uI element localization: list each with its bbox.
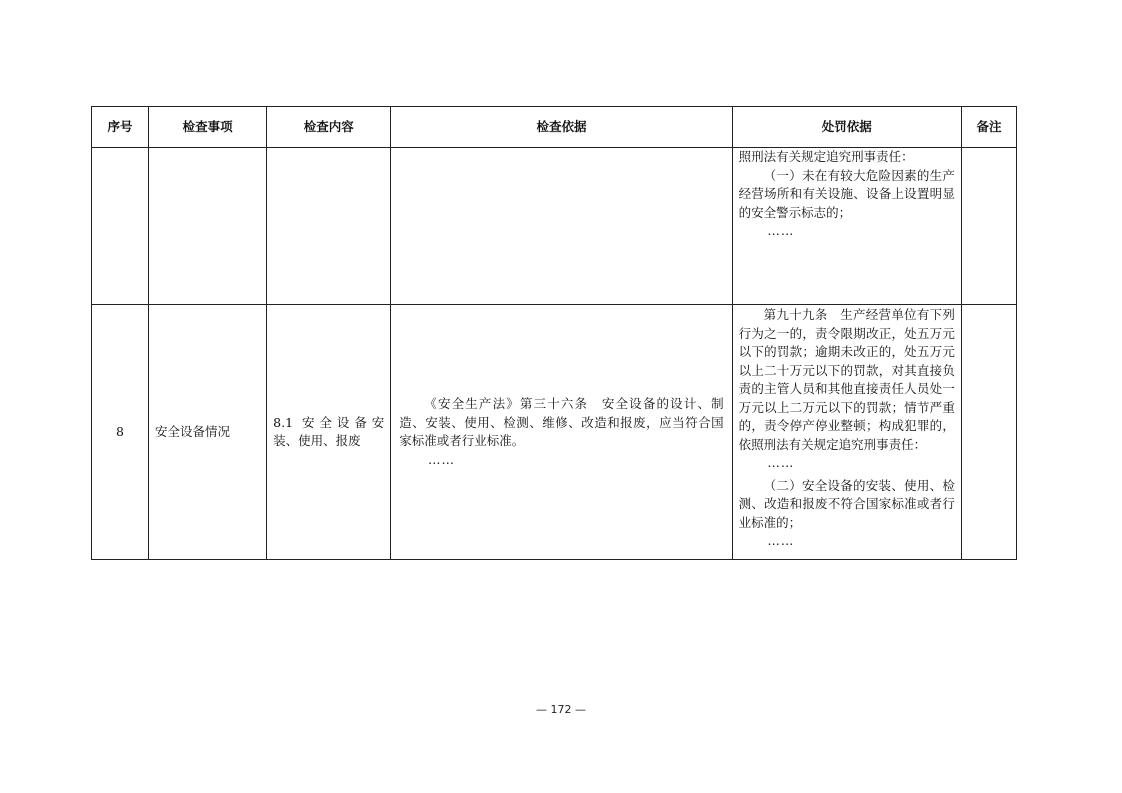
penalty-text: （二）安全设备的安装、使用、检测、改造和报废不符合国家标准或者行业标准的； [738,477,955,530]
cell-penalty [732,305,961,560]
cell-no [92,148,149,305]
header-no: 序号 [92,107,149,148]
header-note: 备注 [961,107,1016,148]
item-text: 安全设备情况 [155,423,231,439]
cell-penalty [732,148,961,305]
penalty-text: 第九十九条 生产经营单位有下列行为之一的，责令限期改正，处五万元以下的罚款；逾期未改正的，处五万元以上二十万元以下的罚款，对其直接负责的主管人员和其他直接责任人员处一万元以上二万元以下的罚款；情节严重的，责令停产停业整顿；构成犯罪的，依照刑法有关规定追究刑事责任： [738,307,955,452]
cell-note [961,148,1016,305]
table-row [92,148,1017,305]
inspection-table [91,106,1017,560]
header-penalty: 处罚依据 [732,107,961,148]
penalty-text: 照刑法有关规定追究刑事责任： [738,149,914,164]
ellipsis: …… [428,451,456,467]
ellipsis: …… [767,533,795,548]
penalty-text: （一）未在有较大危险因素的生产经营场所和有关设施、设备上设置明显的安全警示标志的； [738,167,955,220]
content-text: 8.1 安全设备安装、使用、报废 [273,414,385,448]
cell-basis [391,148,732,305]
page-number: — 172 — [536,703,586,716]
table-header-row [92,107,1017,148]
cell-no: 8 [92,305,149,560]
ellipsis: …… [767,223,795,238]
cell-item [149,148,267,305]
cell-basis [391,305,732,560]
cell-note [961,305,1016,560]
header-content: 检查内容 [267,107,391,148]
cell-item [149,305,267,560]
table-row [92,305,1017,560]
header-basis: 检查依据 [391,107,732,148]
cell-content [267,148,391,305]
ellipsis: …… [767,455,795,470]
basis-text: 《安全生产法》第三十六条 安全设备的设计、制造、安装、使用、检测、维修、改造和报废，应当符合国家标准或者行业标准。 [399,396,724,448]
header-item: 检查事项 [149,107,267,148]
cell-content [267,305,391,560]
